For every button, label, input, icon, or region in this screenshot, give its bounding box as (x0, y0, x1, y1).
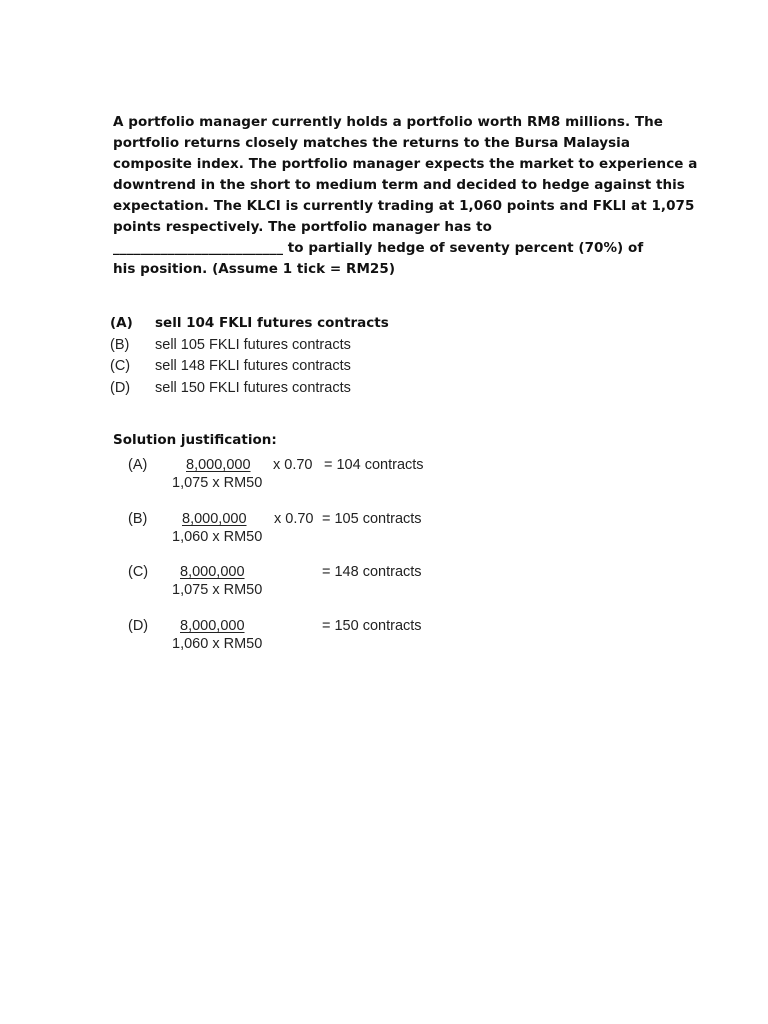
option-letter: (C) (110, 358, 131, 375)
solution-item-c (0, 563, 768, 603)
solution-item-a (0, 456, 768, 496)
solution-result: = 148 contracts (322, 564, 422, 580)
solution-result: = 105 contracts (322, 511, 422, 527)
option-letter: (D) (110, 380, 131, 397)
option-letter: (A) (110, 315, 133, 331)
option-text: sell 148 FKLI futures contracts (155, 358, 351, 375)
solution-multiplier: x 0.70 (273, 457, 313, 473)
solution-denominator: 1,075 x RM50 (172, 475, 263, 491)
option-text: sell 150 FKLI futures contracts (155, 380, 351, 397)
solution-heading: Solution justification: (113, 432, 277, 448)
question-line: composite index. The portfolio manager expects the market to experience a (113, 156, 698, 172)
question-line: _________________________ to partially hedge of seventy percent (70%) of (113, 240, 644, 256)
solution-multiplier: x 0.70 (274, 511, 314, 527)
solution-letter: (D) (128, 618, 149, 634)
question-line: downtrend in the short to medium term and decided to hedge against this (113, 177, 685, 193)
question-line: expectation. The KLCI is currently trading at 1,060 points and FKLI at 1,075 (113, 198, 695, 214)
solution-numerator: 8,000,000 (180, 618, 245, 634)
solution-denominator: 1,075 x RM50 (172, 582, 263, 598)
solution-numerator: 8,000,000 (186, 457, 251, 473)
solution-denominator: 1,060 x RM50 (172, 636, 263, 652)
solution-item-b (0, 510, 768, 550)
solution-denominator: 1,060 x RM50 (172, 529, 263, 545)
solution-numerator: 8,000,000 (182, 511, 247, 527)
solution-result: = 150 contracts (322, 618, 422, 634)
option-letter: (B) (110, 336, 130, 353)
option-text: sell 104 FKLI futures contracts (155, 315, 389, 331)
solution-letter: (C) (128, 564, 149, 580)
question-line: his position. (Assume 1 tick = RM25) (113, 261, 396, 277)
question-line: portfolio returns closely matches the returns to the Bursa Malaysia (113, 135, 631, 151)
question-line: A portfolio manager currently holds a portfolio worth RM8 millions. The (113, 114, 664, 130)
solution-letter: (B) (128, 511, 148, 527)
solution-result: = 104 contracts (324, 457, 424, 473)
solution-letter: (A) (128, 457, 148, 473)
question-line: points respectively. The portfolio manager has to (113, 219, 492, 235)
solution-numerator: 8,000,000 (180, 564, 245, 580)
option-text: sell 105 FKLI futures contracts (155, 336, 351, 353)
solution-item-d (0, 617, 768, 657)
